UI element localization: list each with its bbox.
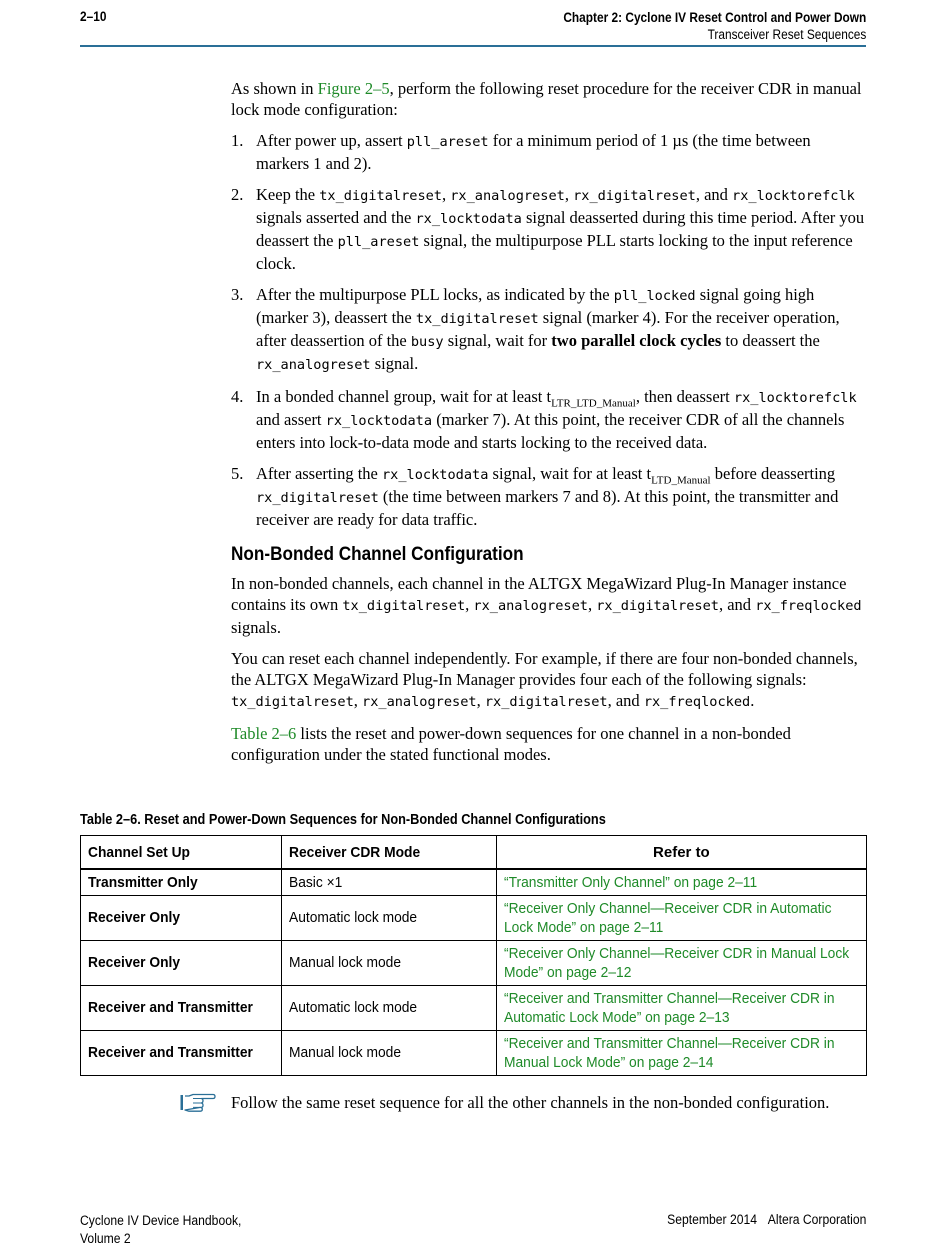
- column-header: Receiver CDR Mode: [281, 836, 496, 870]
- table-row: [81, 985, 867, 1030]
- table-cell: Manual lock mode: [281, 1030, 496, 1075]
- reference-link[interactable]: “Receiver Only Channel—Receiver CDR in Automatic Lock Mode” on page 2–11: [496, 895, 866, 940]
- list-item: 3. After the multipurpose PLL locks, as indicated by the pll_locked signal going high (marker 3), deassert the tx_digitalreset signal (marker 4). For the receiver operation, after deassertion of the busy signal, wait for two parallel clock cycles to deassert the rx_analogreset signal.: [231, 285, 840, 373]
- non-bonded-paragraph-1: In non-bonded channels, each channel in the ALTGX MegaWizard Plug-In Manager instance contains its own tx_digitalreset, rx_analogreset, rx_digitalreset, and rx_freqlocked signals.: [231, 574, 862, 637]
- list-item: 2. Keep the tx_digitalreset, rx_analogreset, rx_digitalreset, and rx_locktorefclk signals asserted and the rx_locktodata signal deasserted during this time period. After you deassert the pll_areset signal, the multipurpose PLL starts locking to the input reference clock.: [231, 185, 865, 273]
- table-row: [81, 1030, 867, 1075]
- footer-publisher: [667, 1212, 866, 1227]
- list-item: 4. In a bonded channel group, wait for at least $t_{LTR\_LTD\_Manual}$, then deassert rx_locktorefclk and assert rx_locktodata (marker 7). At this point, the receiver CDR of all the channels enters into lock-to-data mode and starts locking to the received data.: [231, 387, 857, 452]
- page-number: 2–10: [80, 9, 107, 24]
- table-row: [81, 940, 867, 985]
- table-row: [81, 895, 867, 940]
- table-reference-paragraph: Table 2–6 lists the reset and power-down sequences for one channel in a non-bonded configuration under the stated functional modes.: [231, 724, 791, 764]
- section-title: Transceiver Reset Sequences: [707, 27, 866, 42]
- table-cell: Manual lock mode: [281, 940, 496, 985]
- table-header-row: [81, 836, 867, 870]
- non-bonded-paragraph-2: You can reset each channel independently. For example, if there are four non-bonded channels, the ALTGX MegaWizard Plug-In Manager provides four each of the following signals: tx_digitalreset, rx_analogreset, rx_digitalreset, and rx_freqlocked.: [231, 649, 858, 710]
- reset-steps-list: [231, 130, 867, 530]
- footer-book-title: Cyclone IV Device Handbook, Volume 2: [80, 1213, 242, 1246]
- table-row: [81, 869, 867, 895]
- table-cell: Basic ×1: [281, 869, 496, 895]
- body-text: [231, 78, 867, 775]
- column-header: Channel Set Up: [81, 836, 282, 870]
- reference-link[interactable]: “Transmitter Only Channel” on page 2–11: [496, 869, 866, 895]
- figure-link[interactable]: Figure 2–5: [317, 79, 390, 98]
- header-rule: [80, 45, 866, 47]
- intro-paragraph: As shown in Figure 2–5, perform the following reset procedure for the receiver CDR in manual lock mode configuration:: [231, 79, 862, 119]
- note-text: Follow the same reset sequence for all the other channels in the non-bonded configuration.: [231, 1093, 830, 1112]
- table-cell: Automatic lock mode: [281, 985, 496, 1030]
- section-heading: Non-Bonded Channel Configuration: [231, 543, 524, 565]
- chapter-title: Chapter 2: Cyclone IV Reset Control and Power Down: [563, 10, 866, 25]
- table-link[interactable]: Table 2–6: [231, 724, 297, 743]
- footer-company: Altera Corporation: [767, 1212, 866, 1227]
- reference-link[interactable]: “Receiver Only Channel—Receiver CDR in Manual Lock Mode” on page 2–12: [496, 940, 866, 985]
- table-cell: Transmitter Only: [81, 869, 282, 895]
- pointing-hand-icon: [180, 1092, 216, 1114]
- reset-sequences-table: [80, 835, 867, 1076]
- running-header: [522, 9, 866, 43]
- list-item: 1. After power up, assert pll_areset for a minimum period of 1 µs (the time between markers 1 and 2).: [231, 131, 811, 173]
- table-caption: Table 2–6. Reset and Power-Down Sequences for Non-Bonded Channel Configurations: [80, 812, 606, 828]
- column-header: Refer to: [496, 836, 866, 870]
- table-cell: Receiver Only: [81, 895, 282, 940]
- table-cell: Receiver and Transmitter: [81, 985, 282, 1030]
- table-cell: Automatic lock mode: [281, 895, 496, 940]
- footer-date: September 2014: [666, 1212, 757, 1227]
- reference-link[interactable]: “Receiver and Transmitter Channel—Receiver CDR in Manual Lock Mode” on page 2–14: [496, 1030, 866, 1075]
- table-cell: Receiver Only: [81, 940, 282, 985]
- reference-link[interactable]: “Receiver and Transmitter Channel—Receiver CDR in Automatic Lock Mode” on page 2–13: [496, 985, 866, 1030]
- table-cell: Receiver and Transmitter: [81, 1030, 282, 1075]
- list-item: 5. After asserting the rx_locktodata signal, wait for at least $t_{LTD\_Manual}$ before deasserting rx_digitalreset (the time between markers 7 and 8). At this point, the transmitter and receiver are ready for data traffic.: [231, 464, 839, 529]
